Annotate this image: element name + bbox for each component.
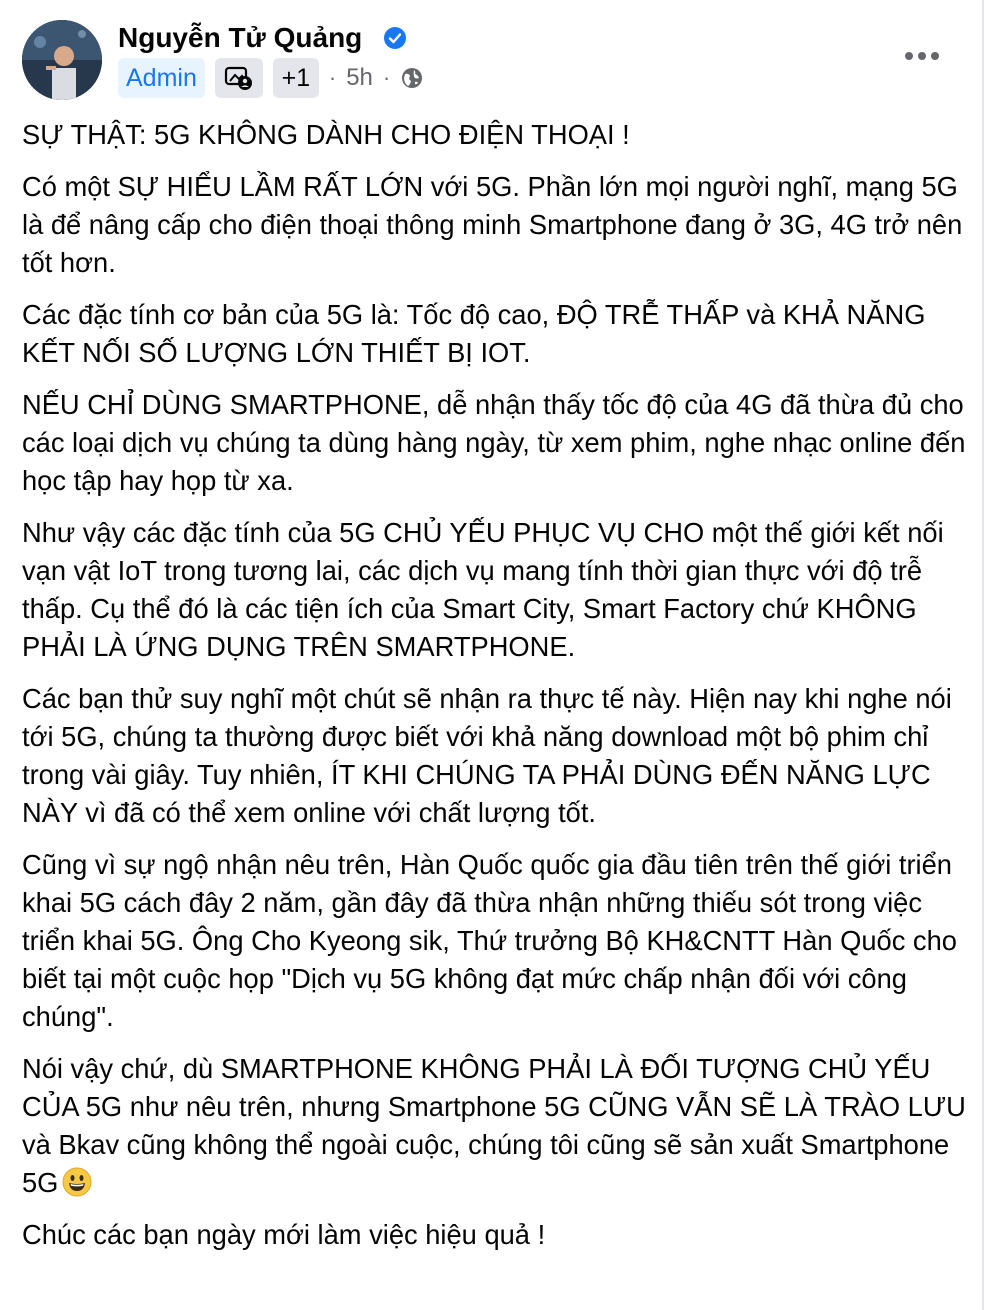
globe-icon[interactable] — [400, 66, 424, 90]
paragraph-text: Nói vậy chứ, dù SMARTPHONE KHÔNG PHẢI LÀ ĐỐI TƯỢNG CHỦ YẾU CỦA 5G như nêu trên, nhưng Smartphone 5G CŨNG VẪN SẼ LÀ TRÀO LƯU và Bkav cũng không thể ngoài cuộc, chúng tôi cũng sẽ sản xuất Smartphone 5G — [22, 1053, 966, 1198]
admin-badge[interactable]: Admin — [118, 58, 205, 98]
plus-badge[interactable]: +1 — [273, 58, 319, 98]
avatar[interactable] — [22, 20, 102, 100]
post-paragraph: Có một SỰ HIỂU LẦM RẤT LỚN với 5G. Phần lớn mọi người nghĩ, mạng 5G là để nâng cấp cho điện thoại thông minh Smartphone đang ở 3G, 4G trở nên tốt hơn. — [22, 171, 963, 278]
more-options-icon[interactable] — [900, 42, 944, 70]
author-name[interactable]: Nguyễn Tử Quảng — [118, 22, 363, 53]
post-paragraph: Các đặc tính cơ bản của 5G là: Tốc độ cao, ĐỘ TRỄ THẤP và KHẢ NĂNG KẾT NỐI SỐ LƯỢNG LỚN THIẾT BỊ IOT. — [22, 299, 926, 368]
post-paragraph: SỰ THẬT: 5G KHÔNG DÀNH CHO ĐIỆN THOẠI ! — [22, 119, 630, 150]
post-meta — [118, 58, 424, 98]
grinning-face-emoji — [62, 1167, 92, 1197]
post-paragraph — [22, 1050, 972, 1202]
post-body — [22, 116, 972, 1268]
post-paragraph: Các bạn thử suy nghĩ một chút sẽ nhận ra thực tế này. Hiện nay khi nghe nói tới 5G, chúng ta thường được biết với khả năng download một bộ phim chỉ trong vài giây. Tuy nhiên, ÍT KHI CHÚNG TA PHẢI DÙNG ĐẾN NĂNG LỰC NÀY vì đã có thể xem online với chất lượng tốt. — [22, 683, 952, 828]
post-paragraph: Như vậy các đặc tính của 5G CHỦ YẾU PHỤC VỤ CHO một thế giới kết nối vạn vật IoT trong tương lai, các dịch vụ mang tính thời gian thực với độ trễ thấp. Cụ thể đó là các tiện ích của Smart City, Smart Factory chứ KHÔNG PHẢI LÀ ỨNG DỤNG TRÊN SMARTPHONE. — [22, 517, 944, 662]
post-time[interactable]: 5h — [346, 64, 373, 91]
post-paragraph: Chúc các bạn ngày mới làm việc hiệu quả ! — [22, 1219, 546, 1250]
post-paragraph: NẾU CHỈ DÙNG SMARTPHONE, dễ nhận thấy tốc độ của 4G đã thừa đủ cho các loại dịch vụ chúng ta dùng hàng ngày, từ xem phim, nghe nhạc online đến học tập hay họp từ xa. — [22, 389, 966, 496]
verified-badge-icon — [383, 26, 407, 50]
separator-dot: · — [328, 65, 337, 90]
photo-badge-icon[interactable] — [215, 58, 263, 98]
separator-dot: · — [382, 65, 391, 90]
post-paragraph: Cũng vì sự ngộ nhận nêu trên, Hàn Quốc quốc gia đầu tiên trên thế giới triển khai 5G cách đây 2 năm, gần đây đã thừa nhận những thiếu sót trong việc triển khai 5G. Ông Cho Kyeong sik, Thứ trưởng Bộ KH&CNTT Hàn Quốc cho biết tại một cuộc họp "Dịch vụ 5G không đạt mức chấp nhận đối với công chúng". — [22, 849, 957, 1032]
